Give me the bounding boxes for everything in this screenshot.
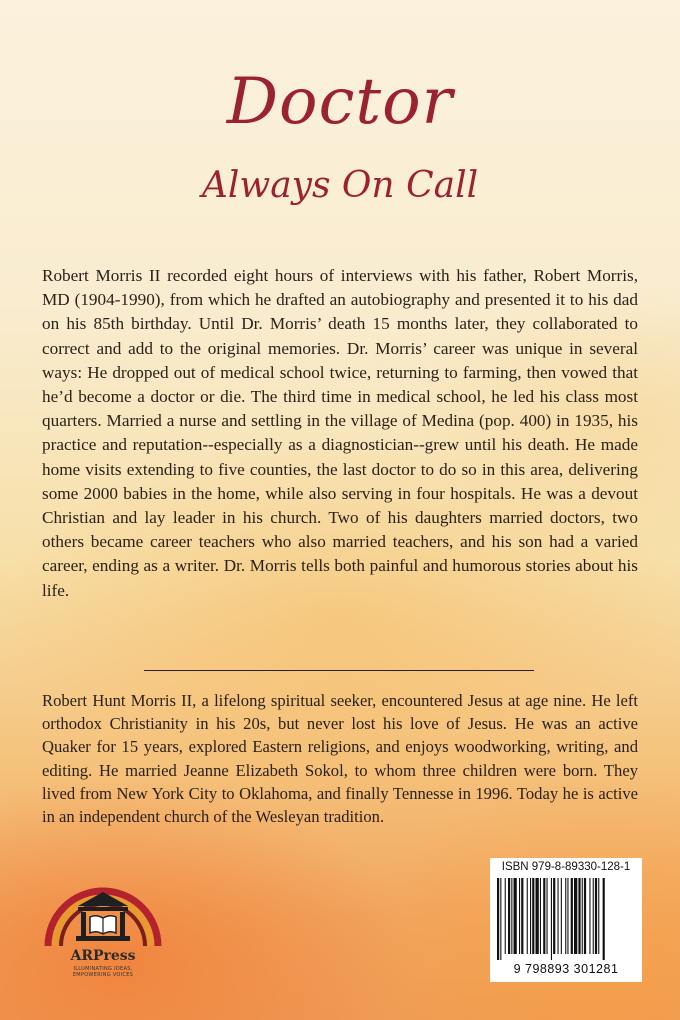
barcode-bar: [497, 878, 499, 960]
barcode-bar: [514, 878, 517, 954]
barcode-bar: [551, 878, 552, 960]
isbn-label: ISBN 979-8-89330-128-1: [501, 861, 631, 873]
barcode-bar: [561, 878, 562, 954]
barcode-bar: [578, 878, 580, 954]
section-divider: [144, 670, 534, 671]
library-building-book-icon: [40, 862, 166, 952]
barcode-bar: [589, 878, 590, 954]
barcode-bar: [571, 878, 573, 954]
barcode-bar: [574, 878, 577, 954]
barcode-bar: [532, 878, 534, 954]
barcode-bar: [536, 878, 539, 954]
barcode-bar: [527, 878, 528, 954]
barcode-bar: [511, 878, 512, 954]
barcode-bar: [547, 878, 548, 954]
barcode-bar: [598, 878, 599, 954]
barcode-bar: [530, 878, 531, 954]
barcode-bar: [540, 878, 541, 954]
barcode-bar: [508, 878, 510, 954]
publisher-name: ARPress: [70, 948, 136, 964]
barcode-bar: [584, 878, 586, 954]
author-bio: Robert Hunt Morris II, a lifelong spiritual seeker, encountered Jesus at age nine. He left orthodox Christianity in his 20s, but never lost his love of Jesus. He was an active Quaker for 15 years, explored Eastern religions, and enjoys woodworking, writing, and editing. He married Jeanne Elizabeth Sokol, to whom three children were born. They lived from New York City to Oklahoma, and finally Tennesse in 1996. Today he is active in an independent church of the Wesleyan tradition.: [42, 691, 638, 827]
barcode-bar: [543, 878, 545, 954]
barcode-digits: 9 798893 301281: [513, 962, 619, 976]
barcode-bar: [505, 878, 506, 954]
barcode-bar: [553, 878, 555, 954]
barcode-bar: [558, 878, 559, 954]
barcode-bar: [603, 878, 605, 960]
isbn-barcode: [490, 858, 642, 982]
barcode-bar: [519, 878, 520, 954]
publisher-logo: [40, 862, 166, 978]
barcode-bar: [500, 878, 501, 960]
barcode-bar: [567, 878, 568, 954]
book-subtitle: Always On Call: [201, 165, 479, 206]
barcode-bar: [565, 878, 566, 954]
publisher-tagline: ILLUMINATING IDEAS, EMPOWERING VOICES: [72, 966, 134, 978]
barcode-bar: [595, 878, 597, 954]
barcode-bar: [593, 878, 594, 954]
barcode-bar: [582, 878, 583, 954]
barcode-bar: [521, 878, 523, 954]
book-description: Robert Morris II recorded eight hours of interviews with his father, Robert Morris, MD (1904-1990), from which he drafted an autobiography and presented it to his dad on his 85th birthday. Until Dr. Morris’ death 15 months later, they collaborated to correct and add to the original memories. Dr. Morris’ career was unique in several ways: He dropped out of medical school twice, returning to farming, then vowed that he’d become a doctor or die. The third time in medical school, he led his class most quarters. Married a nurse and settling in the village of Medina (pop. 400) in 1935, his practice and reputation--especially as a diagnostician--grew until his death. He made home visits extending to five counties, the last doctor to do so in this area, delivering some 2000 babies in the home, while also serving in four hospitals. He was a devout Christian and lay leader in his church. Two of his daughters married doctors, two others became career teachers who also married teachers, and his son had a varied career, ending as a writer. Dr. Morris tells both painful and humorous stories about his life.: [42, 266, 638, 600]
barcode-bars: [496, 878, 636, 960]
book-title: Doctor: [226, 65, 454, 139]
